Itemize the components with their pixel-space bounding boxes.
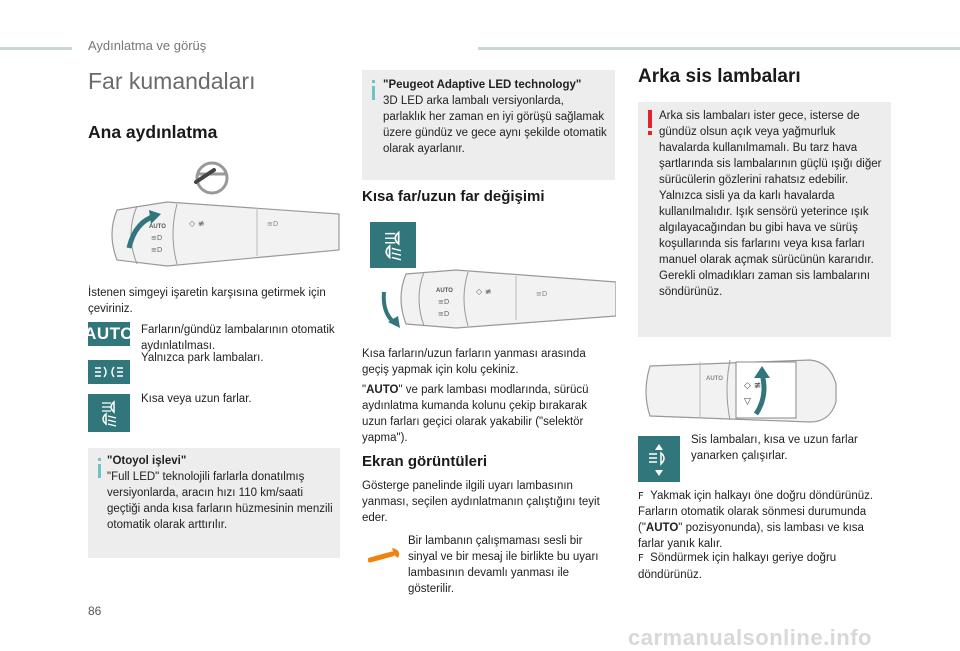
parking-lights-icon — [88, 360, 130, 384]
watermark: carmanualsonline.info — [628, 625, 872, 650]
svg-text:AUTO: AUTO — [149, 224, 166, 230]
fog-description: Sis lambaları, kısa ve uzun farlar yanarken çalışırlar. — [691, 434, 858, 462]
beam-description: Kısa veya uzun farlar. — [141, 393, 252, 405]
heading-beam-switch: Kısa far/uzun far değişimi — [362, 188, 545, 205]
warning-text: Arka sis lambaları ister gece, isterse de gündüz olsun açık veya yağmurluk havalarda kullanılmamalı. Bu tarz hava şartlarında sis lambalarının güçlü ışığı diğer sürücülerin gözlerini rahatsız edebilir. Yalnızca sisli ya da karlı havalarda kullanılmalıdır. Işık sensörü yeterince ışık algılayacağından bu gibi hava ve sürüş koşullarında sis farlarını veya kısa farları manuel olarak açmak sürücünün kararıdır. Gerekli olmadıkları zaman sis lambalarını söndürünüz. — [659, 110, 882, 298]
rear-fog-icon — [638, 436, 680, 482]
svg-text:AUTO: AUTO — [436, 288, 453, 294]
fog-ring-stalk-illustration — [640, 354, 890, 428]
display-text: Gösterge panelinde ilgili uyarı lambasının yanması, seçilen aydınlatmanın çalıştığını teyit eder. — [362, 480, 600, 524]
info-marker-bar — [372, 86, 375, 100]
svg-text:≡D: ≡D — [151, 246, 163, 254]
page-title: Far kumandaları — [88, 68, 256, 94]
instruction-text: İstenen simgeyi işaretin karşısına getirmek için çeviriniz. — [88, 287, 326, 315]
svg-text:≡D: ≡D — [151, 234, 163, 242]
auto-badge: AUTO — [88, 322, 130, 346]
warning-exclamation-dot — [648, 131, 652, 135]
warning-exclamation-icon — [648, 110, 652, 128]
svg-text:≡D: ≡D — [438, 310, 450, 318]
svg-text:◇ ≢: ◇ ≢ — [744, 381, 762, 391]
lighting-stalk-illustration — [376, 268, 616, 330]
info-marker-dot — [98, 458, 101, 461]
running-header: Aydınlatma ve görüş — [88, 38, 207, 53]
page-number: 86 — [88, 604, 102, 618]
auto-description: Farların/gündüz lambalarının otomatik aydınlatılması. — [141, 324, 335, 352]
info-box-motorway — [88, 448, 340, 558]
info-body: 3D LED arka lambalı versiyonlarda, parlaklık her zaman en iyi görüşü sağlamak üzere gündüz ve gece aynı şekilde otomatik olarak ayarlanır. — [383, 95, 607, 155]
info-body: "Full LED" teknolojili farlarla donatılmış versiyonlarda, aracın hızı 110 km/saati geçtiği anda kısa farların hüzmesinin menzili otomatik olarak arttırılır. — [107, 471, 333, 531]
fog-step-on: F Yakmak için halkayı öne doğru döndürünüz. — [638, 490, 874, 502]
header-rule-left — [0, 47, 72, 50]
info-marker-bar — [98, 464, 101, 478]
info-title: "Otoyol işlevi" — [107, 455, 187, 467]
header-rule-right — [478, 47, 960, 50]
heading-rear-fog: Arka sis lambaları — [638, 66, 801, 87]
auto-flash-text: "AUTO" ve park lambası modlarında, sürücü aydınlatma kumanda kolunu çekip bırakarak uzun farları geçici olarak yakabilir ("selektör yapma"). — [362, 384, 589, 444]
fault-text: Bir lambanın çalışmaması sesli bir sinyal ve bir mesaj ile birlikte bu uyarı lambasının devamlı yanması ile gösterilir. — [408, 535, 599, 595]
warning-box — [638, 102, 891, 337]
svg-text:≡D: ≡D — [438, 298, 450, 306]
lighting-stalk-illustration — [107, 198, 340, 270]
info-marker-dot — [372, 80, 375, 83]
fog-step-auto: Farların otomatik olarak sönmesi durumunda ("AUTO" pozisyonunda), sis lambası ve kısa farlar yanık kalır. — [638, 506, 867, 550]
svg-text:AUTO: AUTO — [706, 376, 723, 382]
svg-text:≡D: ≡D — [536, 290, 548, 298]
svg-text:≡D: ≡D — [267, 220, 279, 228]
steering-wheel-icon — [192, 160, 232, 196]
fog-step-off: F Söndürmek için halkayı geriye doğru döndürünüz. — [638, 552, 837, 581]
info-title: "Peugeot Adaptive LED technology" — [383, 79, 582, 91]
svg-text:◇ ≢: ◇ ≢ — [476, 287, 492, 296]
parking-description: Yalnızca park lambaları. — [141, 352, 264, 364]
wrench-icon — [368, 546, 402, 566]
low-high-beam-icon — [370, 222, 416, 268]
info-box-adaptive-led — [362, 70, 615, 180]
heading-main-lighting: Ana aydınlatma — [88, 122, 218, 142]
beam-switch-text: Kısa farların/uzun farların yanması arasında geçiş yapmak için kolu çekiniz. — [362, 348, 586, 376]
svg-text:◇ ≢: ◇ ≢ — [189, 219, 205, 228]
heading-display: Ekran görüntüleri — [362, 453, 488, 470]
svg-text:▽: ▽ — [744, 397, 751, 407]
low-high-beam-icon — [88, 394, 130, 432]
